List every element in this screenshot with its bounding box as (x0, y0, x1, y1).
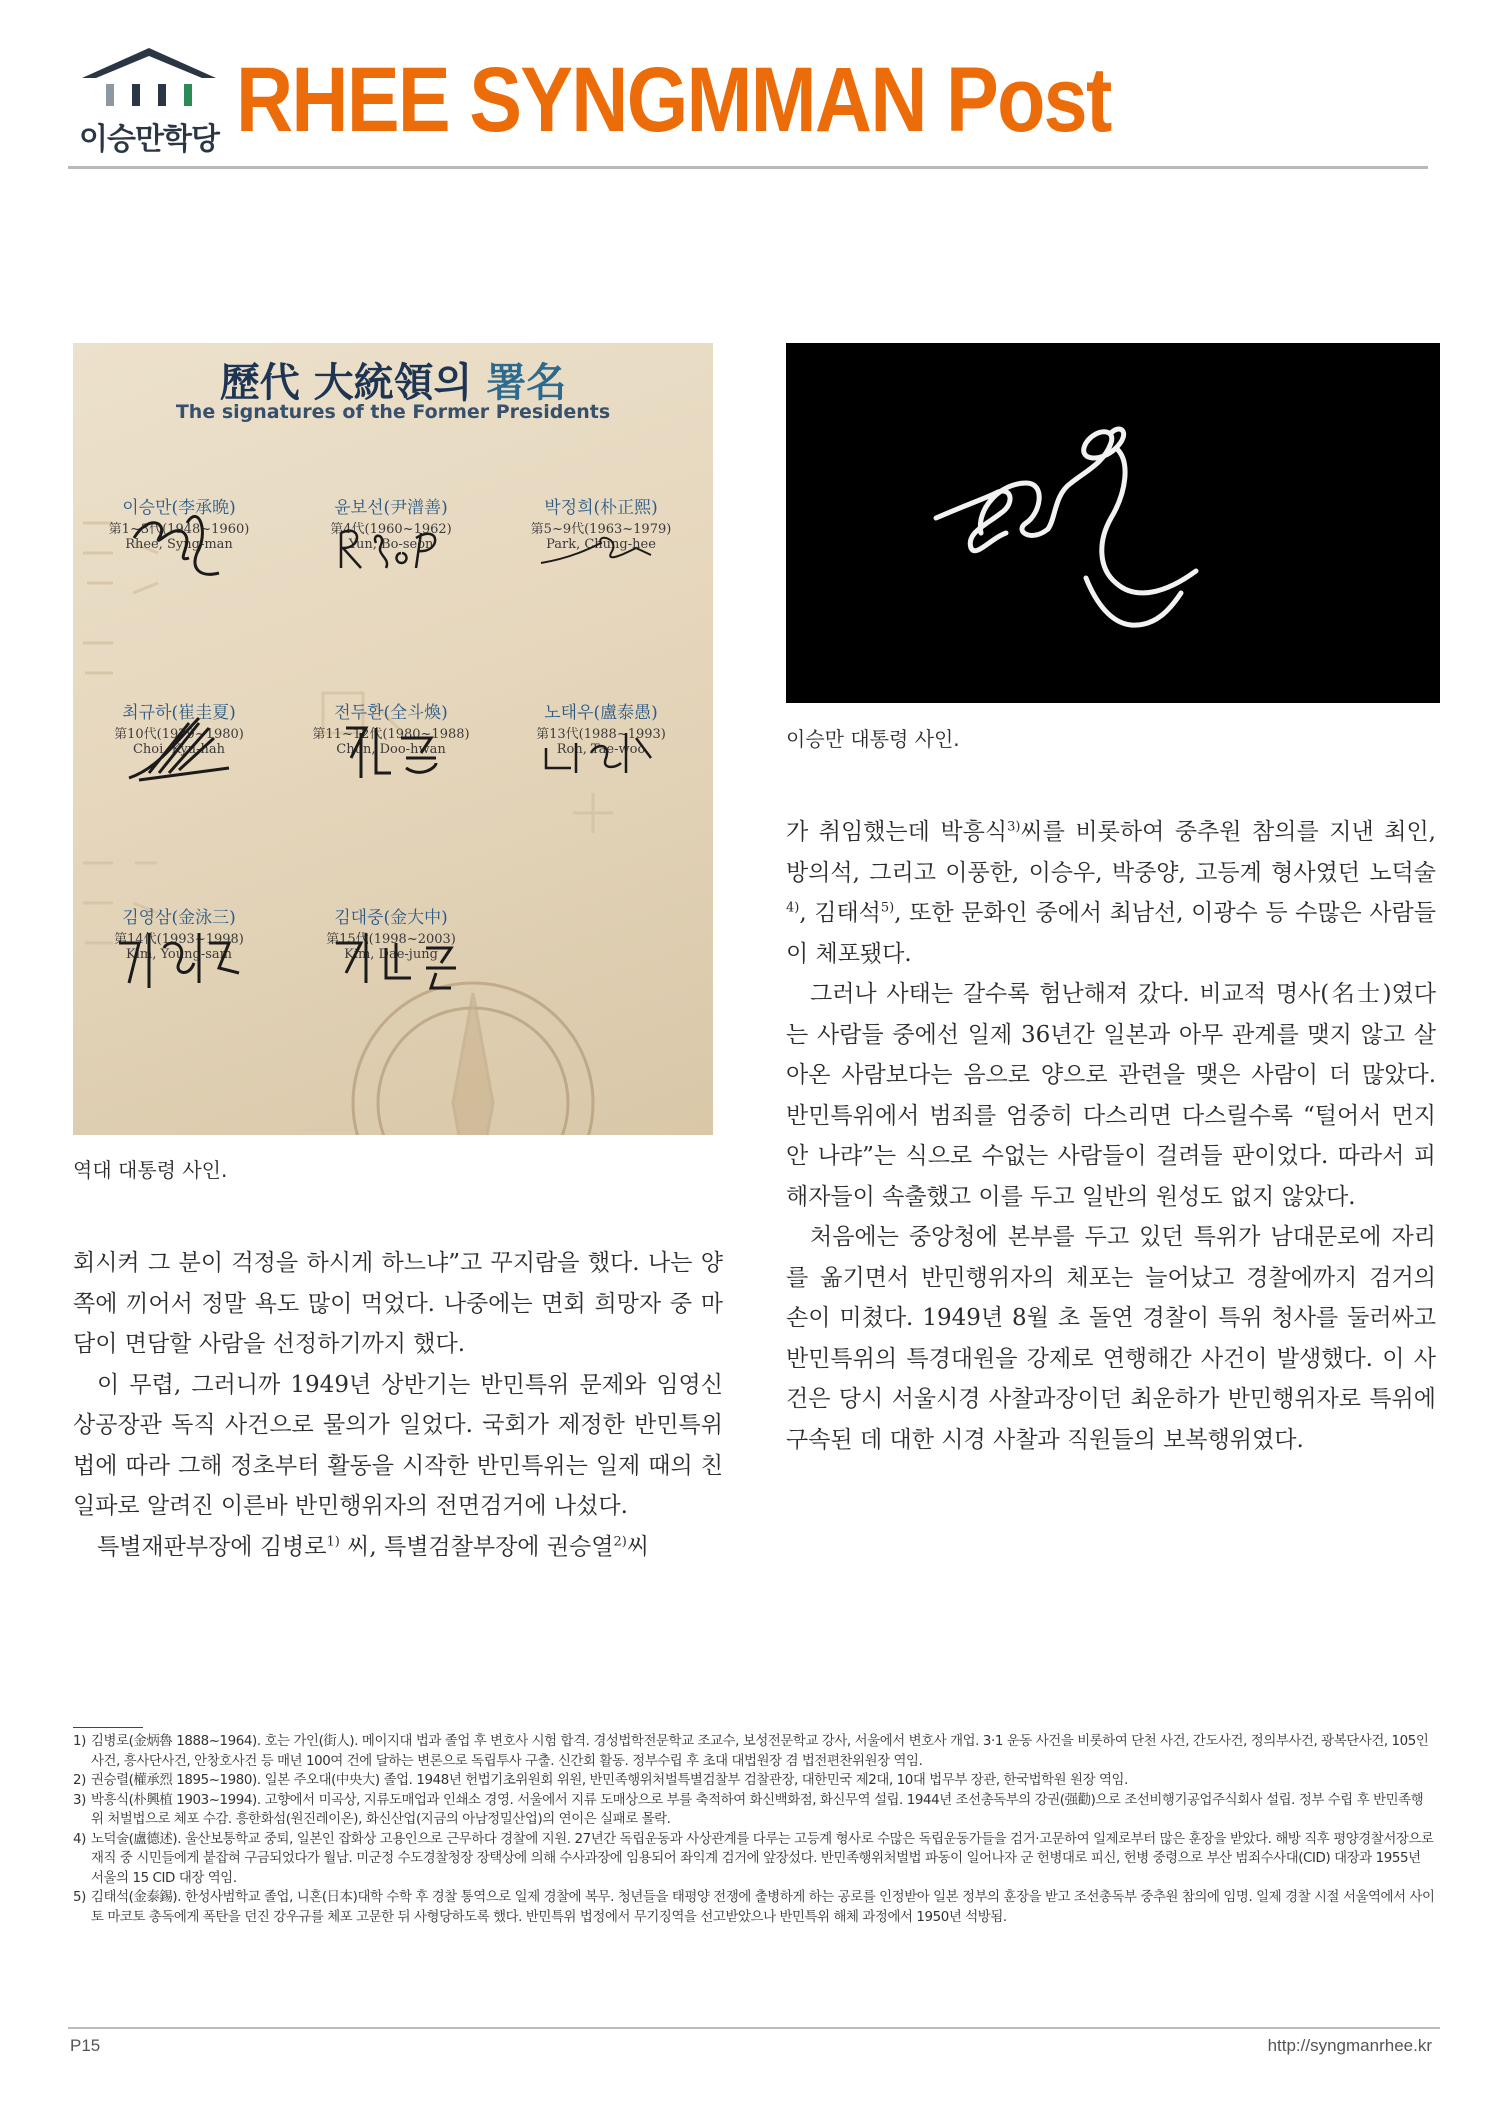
signature-drawing (291, 903, 491, 1003)
paragraph: 이 무렵, 그러니까 1949년 상반기는 반민특위 문제와 임영신 상공장관 독직 사건으로 물의가 일었다. 국회가 제정한 반민특위법에 따라 그해 정초부터 활동을 시작한 반민특위는 일제 때의 친일파로 알려진 이른바 반민행위자의 전면검거에 나섰다. (73, 1371, 723, 1519)
footnote-ref[interactable]: 4) (786, 900, 800, 916)
president-card: 최규하(崔圭夏) 第10代(1979~1980) Choi, Kyu-hah (79, 698, 279, 757)
presidents-signatures-image (73, 343, 713, 1135)
signature-drawing (786, 343, 1440, 703)
signature-drawing (79, 493, 279, 593)
paragraph: 처음에는 중앙청에 본부를 두고 있던 특위가 남대문로에 자리를 옮기면서 반민행위자의 체포는 늘어났고 경찰에까지 검거의 손이 미쳤다. 1949년 8월 초 돌연 경찰이 특위 청사를 둘러싸고 반민특위의 특경대원을 강제로 연행해간 사건이 발생했다. 이 사건은 당시 서울시경 사찰과장이던 최운하가 반민행위자로 특위에 구속된 데 대한 시경 사찰과 직원들의 보복행위였다. (786, 1224, 1436, 1453)
header-divider (68, 166, 1428, 169)
left-article-column (73, 1243, 723, 1567)
president-card: 김영삼(金泳三) 第14代(1993~1998) Kim, Young-sam (79, 903, 279, 962)
footnote-ref[interactable]: 1) (326, 1533, 340, 1549)
logo-text: 이승만학당 (79, 122, 219, 157)
figure-title: 歷代 大統領의 署名 (219, 359, 567, 406)
site-url-link[interactable]: http://syngmanrhee.kr (1267, 2036, 1432, 2055)
right-article-column (786, 812, 1436, 1460)
president-card: 김대중(金大中) 第15代(1998~2003) Kim, Dae-jung (291, 903, 491, 962)
footnote-item: 2) 권승렬(權承烈 1895~1980). 일본 주오대(中央大) 졸업. 1948년 헌법기초위원회 위원, 반민족행위처벌특별검찰부 검찰관장, 대한민국 제2대, 10대 법무부 장관, 한국법학원 원장 역임. (73, 1773, 1128, 1788)
president-card: 노태우(盧泰愚) 第13代(1988~1993) Roh, Tae-woo (501, 698, 701, 757)
paragraph: 회시켜 그 분이 걱정을 하시게 하느냐”고 꾸지람을 했다. 나는 양쪽에 끼어서 정말 욕도 많이 먹었다. 나중에는 면회 희망자 중 마담이 면담할 사람을 선정하기까지 했다. (73, 1250, 723, 1357)
signature-drawing (79, 903, 279, 1003)
signature-drawing (501, 698, 701, 798)
signature-drawing (501, 493, 701, 593)
house-icon (82, 48, 216, 118)
rhee-signature-image (786, 343, 1440, 703)
right-figure-caption: 이승만 대통령 사인. (786, 727, 960, 751)
school-logo[interactable] (68, 48, 228, 158)
footnotes (73, 1732, 1435, 1927)
paragraph: 가 취임했는데 박흥식$^{3)}$씨를 비롯하여 중추원 참의를 지낸 최인, 방의석, 그리고 이풍한, 이승우, 박중양, 고등계 형사였던 노덕술$^{4)}$, 김태석$^{5)}$, 또한 문화인 중에서 최남선, 이광수 등 수많은 사람들이 체포됐다. (786, 819, 1436, 967)
left-figure-caption: 역대 대통령 사인. (73, 1158, 228, 1182)
footnote-ref[interactable]: 3) (1007, 819, 1021, 835)
president-card: 박정희(朴正熙) 第5~9代(1963~1979) Park, Chung-hee (501, 493, 701, 552)
footnote-item: 4) 노덕술(盧德述). 울산보통학교 중퇴, 일본인 잡화상 고용인으로 근무하다 경찰에 지원. 27년간 독립운동과 사상관계를 다루는 고등계 형사로 수많은 독립운동가들을 검거·고문하여 일제로부터 많은 훈장을 받았다. 해방 직후 평양경찰서장으로 재직 중 시민들에게 붙잡혀 구금되었다가 월남. 미군정 수도경찰청장 장택상에 의해 수사과장에 임용되어 좌익계 검거에 앞장섰다. 반민족행위처벌법 파동이 일어나자 군 헌병대로 피신, 헌병 중령으로 부산 범죄수사대(CID) 대장과 1955년 서울의 15 CID 대장 역임. (73, 1831, 1434, 1886)
signature-drawing (291, 493, 491, 593)
paragraph: 특별재판부장에 김병로$^{1)}$ 씨, 특별검찰부장에 권승열$^{2)}$씨 (97, 1533, 650, 1560)
footnote-ref[interactable]: 5) (880, 900, 895, 916)
footnote-ref[interactable]: 2) (613, 1533, 627, 1549)
president-card: 전두환(全斗煥) 第11~12代(1980~1988) Chun, Doo-hwan (291, 698, 491, 757)
footnote-item: 3) 박흥식(朴興植 1903~1994). 고향에서 미곡상, 지류도매업과 인쇄소 경영. 서울에서 지류 도매상으로 부를 축적하여 화신백화점, 화신무역 설립. 1944년 조선총독부의 강권(强勸)으로 조선비행기공업주식회사 설립. 정부 수립 후 반민족행위 처벌법으로 체포 수감. 흥한화섬(원진레이온), 화신산업(지금의 아남정밀산업)의 연이은 실패로 몰락. (73, 1792, 1424, 1827)
publication-title: RHEE SYNGMMAN Post (236, 49, 1111, 151)
footnote-item: 1) 김병로(金炳魯 1888~1964). 호는 가인(街人). 메이지대 법과 졸업 후 변호사 시험 합격. 경성법학전문학교 조교수, 보성전문학교 강사, 서울에서 변호사 개업. 3·1 운동 사건을 비롯하여 단천 사건, 간도사건, 정의부사건, 광복단사건, 105인사건, 흥사단사건, 안창호사건 등 매년 100여 건에 달하는 변론으로 독립투사 구출. 신간회 활동. 정부수립 후 초대 대법원장 겸 법전편찬위원장 역임. (73, 1734, 1429, 1769)
page-header (68, 48, 1428, 166)
paragraph: 그러나 사태는 갈수록 험난해져 갔다. 비교적 명사(名士)였다는 사람들 중에선 일제 36년간 일본과 아무 관계를 맺지 않고 살아온 사람보다는 음으로 양으로 관련을 맺은 사람이 더 많았다. 반민특위에서 범죄를 엄중히 다스리면 다스릴수록 “털어서 먼지 안 나랴”는 식으로 수없는 사람들이 걸려들 판이었다. 따라서 피해자들이 속출했고 이를 두고 일반의 원성도 없지 않았다. (786, 981, 1436, 1210)
president-card: 이승만(李承晩) 第1~3代(1948~1960) Rhee, Syng-man (79, 493, 279, 552)
footnote-item: 5) 김태석(金泰錫). 한성사범학교 졸업, 니혼(日本)대학 수학 후 경찰 통역으로 일제 경찰에 복무. 청년들을 태평양 전쟁에 출병하게 하는 공로를 인정받아 일본 정부의 훈장을 받고 조선총독부 중추원 참의에 임명. 일제 경찰 시절 서울역에서 사이토 마코토 총독에게 폭탄을 던진 강우규를 체포 고문한 뒤 사형당하도록 했다. 반민특위 법정에서 무기징역을 선고받았으나 반민특위 해체 과정에서 1950년 석방됨. (73, 1890, 1435, 1925)
figure-subtitle: The signatures of the Former Presidents (175, 401, 611, 423)
footnote-divider (73, 1727, 143, 1728)
signature-drawing (79, 698, 279, 798)
president-card: 윤보선(尹潽善) 第4代(1960~1962) Yun, Bo-seon (291, 493, 491, 552)
page-number: P15 (70, 2036, 101, 2055)
footer-divider (68, 2027, 1440, 2029)
signature-drawing (291, 698, 491, 798)
